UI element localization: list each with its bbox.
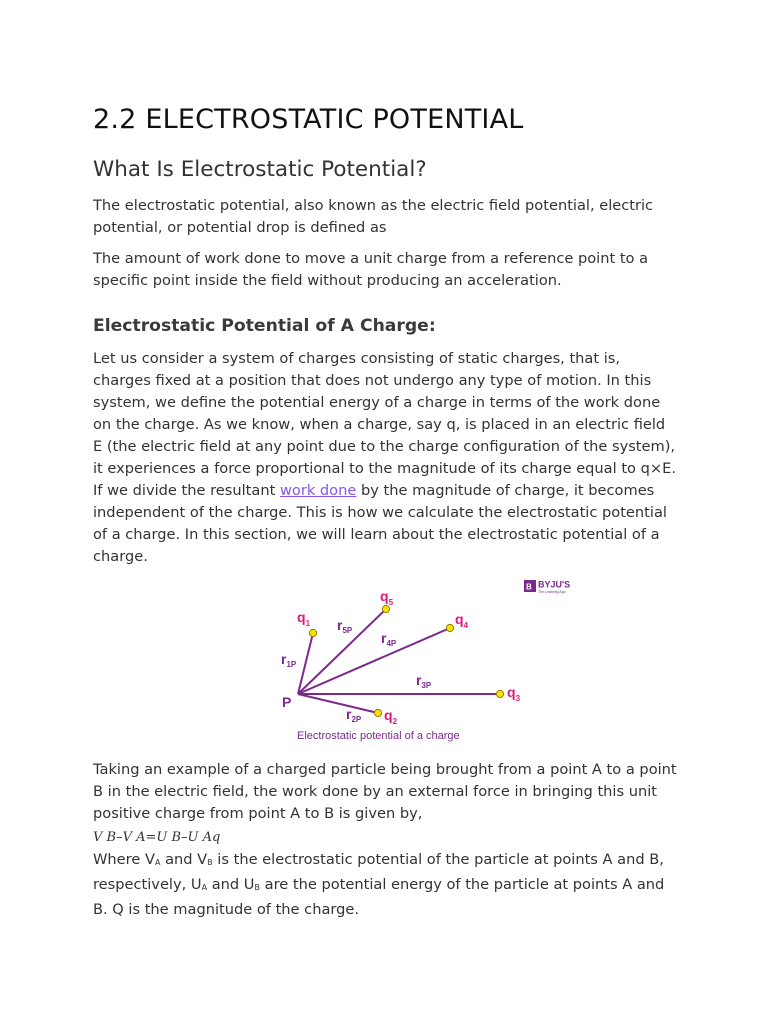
logo-tagline: The Learning App	[538, 590, 566, 594]
text-span: Where V	[93, 851, 155, 868]
charge-dot-q4	[446, 624, 453, 631]
distance-label-r5p: $r_{5P}$	[337, 617, 353, 635]
text-span: and V	[160, 851, 208, 868]
distance-label-r1p: $r_{1P}$	[281, 651, 297, 669]
logo-mark: B	[526, 582, 532, 592]
charge-label-q4: $q_4$	[455, 611, 469, 630]
text-span: are the potential energy of the particle at points A and B. Q is the magnitude of the charge.	[93, 876, 665, 918]
distance-label-r3p: $r_{3P}$	[416, 672, 432, 690]
distance-lines	[298, 609, 500, 713]
potential-formula: V B–V A=U B–U Aq	[93, 830, 221, 845]
charge-dot-q3	[496, 690, 503, 697]
paragraph-charge-system	[93, 348, 678, 568]
figure-caption: Electrostatic potential of a charge	[297, 730, 460, 742]
subscript-b: B	[254, 883, 260, 892]
distance-label-r4p: $r_{4P}$	[381, 630, 397, 648]
subscript-b: B	[207, 858, 213, 867]
line-r2p	[298, 694, 378, 713]
paragraph-example: Taking an example of a charged particle being brought from a point A to a point B in the electric field, the work done by an external force in bringing this unit positive charge from point A to B is given by,	[93, 761, 677, 822]
charge-dot-q2	[374, 709, 381, 716]
paragraph-text: Let us consider a system of charges consisting of static charges, that is, charges fixed at a position that does not undergo any type of motion. In this system, we define the potential energy of a charge in terms of the work done on the charge. As we know, when a charge, say q, is placed in an electric field E (the electric field at any point due to the charge configuration of the system), it experiences a force proportional to the magnitude of its charge equal to q×E. If we divide the resultant	[93, 350, 676, 499]
text-span: and U	[207, 876, 255, 893]
section-subtitle: What Is Electrostatic Potential?	[93, 157, 427, 182]
section-heading: Electrostatic Potential of A Charge:	[93, 316, 436, 336]
paragraph-text: by the magnitude of charge, it becomes independent of the charge. This is how we calculate the electrostatic potential of a charge. In this section, we will learn about the electrostatic potential of a charge.	[93, 482, 667, 565]
paragraph-explanation	[93, 849, 678, 921]
charge-label-q5: $q_5$	[380, 588, 394, 607]
distance-label-r2p: $r_{2P}$	[346, 706, 362, 724]
paragraph-definition: The electrostatic potential, also known as the electric field potential, electric potential, or potential drop is defined as	[93, 197, 654, 236]
charge-label-q3: $q_3$	[507, 684, 521, 703]
point-p-label: P	[282, 694, 292, 710]
logo-text: BYJU'S	[538, 579, 571, 590]
charge-labels	[297, 588, 521, 726]
work-done-link[interactable]: work done	[279, 482, 357, 499]
charge-diagram	[270, 575, 590, 750]
text-span: is the electrostatic potential of the particle at points A and B, respectively, U	[93, 851, 664, 893]
byjus-logo	[524, 580, 570, 595]
paragraph-work-done: The amount of work done to move a unit charge from a reference point to a specific point inside the field without producing an acceleration.	[93, 250, 649, 289]
subscript-a: A	[154, 858, 161, 867]
charge-label-q2: $q_2$	[384, 707, 398, 726]
page-title: 2.2 ELECTROSTATIC POTENTIAL	[93, 104, 524, 135]
line-r1p	[298, 633, 313, 694]
charge-label-q1: $q_1$	[297, 609, 311, 628]
charge-dot-q1	[309, 629, 316, 636]
subscript-a: A	[201, 883, 208, 892]
